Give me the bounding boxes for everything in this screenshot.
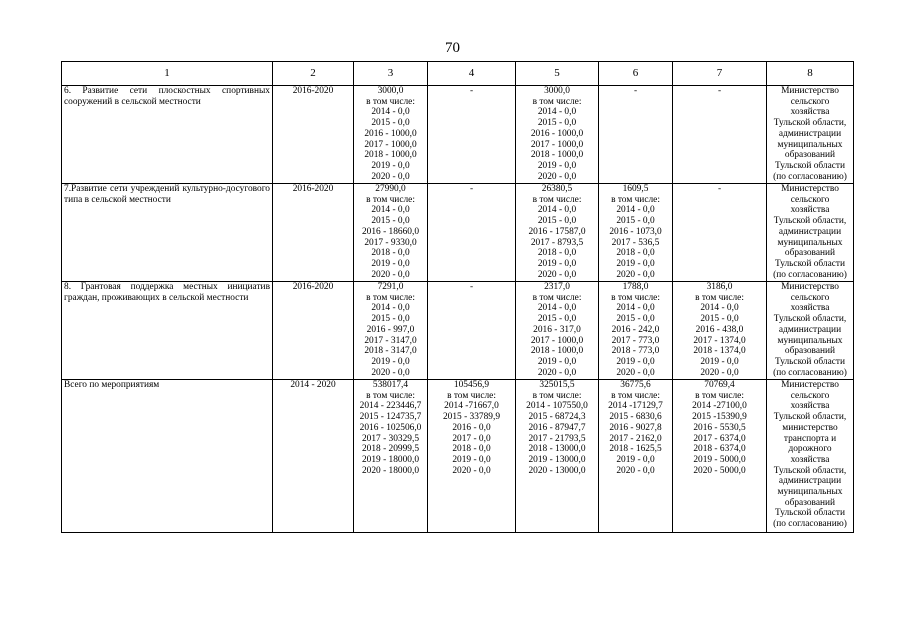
funding-cell [599,184,673,282]
funding-line: в том числе: [366,96,415,107]
funding-line: 3000,0 [544,86,570,96]
funding-line: 2018 - 20999,5 [361,444,420,455]
funding-line: 2015 - 0,0 [700,314,739,325]
funding-line: 2020 - 0,0 [537,171,577,182]
table-row [62,380,854,533]
responsible-line: Тульской области, [773,314,847,325]
funding-line: 2020 - 0,0 [371,367,410,378]
funding-line: 2016 - 18660,0 [361,226,420,237]
responsible-line: хозяйства [790,107,830,118]
funding-line: 2019 - 18000,0 [361,454,420,465]
funding-line: 2016 - 87947,7 [528,422,586,433]
funding-line: в том числе: [611,292,660,303]
measure-name: 7.Развитие сети учреждений культурно-досугового типа в сельской местности [62,184,273,282]
responsible-line: муниципальных [777,335,843,346]
funding-line: - [469,86,474,96]
funding-line: 2016 - 317,0 [533,324,581,335]
responsible-line: транспорта и [783,433,837,444]
header-row [62,62,854,86]
funding-line: 2017 - 1000,0 [530,335,584,346]
responsible-line: Тульской области, [773,118,847,129]
funding-line: 2016 - 1073,0 [609,226,662,237]
funding-line: 2317,0 [544,282,570,292]
funding-cell [354,184,428,282]
funding-line: 2014 - 0,0 [371,107,410,118]
funding-line: 2018 - 1000,0 [530,150,584,161]
funding-line: 2014 - 0,0 [537,303,577,314]
funding-line: 2016 - 997,0 [366,324,415,335]
table-row [62,184,854,282]
funding-cell [516,184,599,282]
funding-line: - [633,86,638,96]
funding-line: 2020 - 0,0 [371,269,410,280]
responsible-line: образований [784,497,836,508]
funding-line: 2015 - 0,0 [616,314,655,325]
measure-name: Всего по мероприятиям [62,380,273,533]
responsible-line: хозяйства [790,401,830,412]
funding-line: 3186,0 [706,282,733,292]
responsible-cell [767,380,854,533]
funding-line: 2014 -71667,0 [444,401,499,412]
funding-line: 2015 - 0,0 [616,216,655,227]
responsible-line: министерство [782,422,838,433]
column-header: 1 [62,62,273,86]
measure-period: 2016-2020 [273,86,354,184]
measure-name: 6. Развитие сети плоскостных спортивных сооружений в сельской местности [62,86,273,184]
responsible-line: Тульской области [774,258,846,269]
funding-line: 2017 - 1374,0 [693,335,746,346]
funding-cell [599,282,673,380]
funding-line: 2018 - 1374,0 [693,346,746,357]
responsible-line: (по согласованию) [773,519,847,530]
funding-line: 2019 - 0,0 [537,258,577,269]
funding-line: в том числе: [366,194,415,205]
funding-line: 1788,0 [622,282,649,292]
funding-line: 2019 - 5000,0 [693,454,746,465]
funding-line: 2014 - 0,0 [371,205,410,216]
funding-line: 2017 - 2162,0 [609,433,662,444]
responsible-cell [767,86,854,184]
funding-line: 2019 - 0,0 [371,356,410,367]
funding-line: 2014 - 107550,0 [526,401,588,412]
funding-line: 2016 - 438,0 [695,324,744,335]
funding-line: 26380,5 [541,184,573,194]
funding-line: 105456,9 [453,380,490,390]
responsible-line: Тульской области [774,160,846,171]
funding-cell [516,86,599,184]
funding-line: 2014 - 0,0 [616,205,655,216]
measure-period: 2014 - 2020 [273,380,354,533]
funding-line: 2014 -17129,7 [608,401,663,412]
funding-cell [428,380,516,533]
funding-line: 2018 - 1625,5 [609,444,662,455]
responsible-line: Министерство [781,380,839,390]
responsible-line: администрации [778,128,842,139]
funding-line: 2014 - 0,0 [537,107,577,118]
measure-name: 8. Грантовая поддержка местных инициатив граждан, проживающих в сельской местности [62,282,273,380]
funding-line: 2015 - 0,0 [371,216,410,227]
funding-line: 2014 - 0,0 [537,205,577,216]
funding-line: 2015 -15390,9 [692,412,747,423]
funding-line: 2015 - 6830,6 [609,412,662,423]
funding-line: 2020 - 0,0 [616,269,655,280]
responsible-line: Тульской области, [773,465,847,476]
funding-line: 2020 - 0,0 [452,465,491,476]
responsible-line: Министерство [781,184,839,194]
funding-line: 2016 - 1000,0 [530,128,584,139]
funding-line: 2017 - 1000,0 [364,139,417,150]
funding-line: 2019 - 0,0 [700,356,739,367]
funding-line: 325015,5 [539,380,575,390]
funding-line: 2015 - 33789,9 [442,412,501,423]
responsible-cell [767,282,854,380]
column-header: 6 [599,62,673,86]
funding-line: в том числе: [611,194,660,205]
funding-line: - [469,282,474,292]
funding-cell [428,184,516,282]
responsible-line: Министерство [781,282,839,292]
responsible-line: администрации [778,476,842,487]
page-number: 70 [445,40,460,56]
funding-line: 2018 - 6374,0 [693,444,746,455]
funding-line: 3000,0 [377,86,404,96]
responsible-line: хозяйства [790,303,830,314]
responsible-line: муниципальных [777,487,843,498]
funding-cell [428,86,516,184]
responsible-line: сельского [790,390,830,401]
column-header: 7 [673,62,767,86]
funding-line: 2016 - 0,0 [452,422,491,433]
funding-line: - [469,184,474,194]
funding-line: 2019 - 0,0 [616,258,655,269]
funding-line: 2016 - 102506,0 [359,422,422,433]
responsible-line: администрации [778,226,842,237]
funding-cell [428,282,516,380]
funding-line: 36775,6 [620,380,651,390]
funding-line: 2019 - 0,0 [371,160,410,171]
funding-line: 2018 - 13000,0 [528,444,586,455]
funding-cell [599,380,673,533]
funding-line: 2015 - 0,0 [537,216,577,227]
funding-line: 2017 - 773,0 [611,335,660,346]
responsible-line: образований [784,346,836,357]
measure-period: 2016-2020 [273,282,354,380]
funding-line: в том числе: [366,390,415,401]
funding-line: в том числе: [532,194,582,205]
funding-line: в том числе: [366,292,415,303]
measures-table [61,61,854,533]
funding-line: 2014 -27100,0 [692,401,747,412]
responsible-line: Министерство [781,86,839,96]
funding-cell [673,380,767,533]
responsible-line: сельского [790,96,830,107]
funding-line: 2017 - 21793,5 [528,433,586,444]
responsible-line: дорожного [788,444,832,455]
responsible-line: администрации [778,324,842,335]
responsible-line: Тульской области, [773,216,847,227]
funding-line: 2014 - 0,0 [371,303,410,314]
funding-line: в том числе: [695,390,744,401]
responsible-line: образований [784,248,836,259]
responsible-line: Тульской области [774,356,846,367]
responsible-line: муниципальных [777,139,843,150]
funding-line: 538017,4 [372,380,409,390]
funding-line: 2017 - 30329,5 [361,433,420,444]
funding-line: - [717,86,722,96]
funding-line: 2019 - 0,0 [452,454,491,465]
funding-line: 2019 - 0,0 [537,160,577,171]
funding-line: 2020 - 0,0 [371,171,410,182]
funding-line: 2019 - 0,0 [616,356,655,367]
funding-line: 2020 - 5000,0 [693,465,746,476]
funding-line: 2017 - 0,0 [452,433,491,444]
responsible-line: хозяйства [790,454,830,465]
table-row [62,282,854,380]
funding-line: 2018 - 0,0 [452,444,491,455]
responsible-line: образований [784,150,836,161]
funding-line: 2016 - 5530,5 [693,422,746,433]
funding-line: в том числе: [695,292,744,303]
funding-cell [599,86,673,184]
funding-line: 2016 - 9027,8 [609,422,662,433]
responsible-line: хозяйства [790,205,830,216]
funding-line: 2017 - 8793,5 [530,237,584,248]
funding-cell [354,282,428,380]
funding-line: 2019 - 13000,0 [528,454,586,465]
funding-line: 2020 - 0,0 [537,367,577,378]
column-header: 2 [273,62,354,86]
table-row [62,86,854,184]
funding-line: в том числе: [611,390,660,401]
funding-line: 2015 - 0,0 [537,314,577,325]
funding-line: 2020 - 0,0 [700,367,739,378]
column-header: 3 [354,62,428,86]
funding-line: 2015 - 0,0 [371,118,410,129]
funding-line: 2015 - 0,0 [537,118,577,129]
funding-line: 2019 - 0,0 [371,258,410,269]
funding-line: 2014 - 223446,7 [359,401,422,412]
funding-line: 2015 - 0,0 [371,314,410,325]
responsible-line: Тульской области [774,508,846,519]
funding-line: 27990,0 [375,184,406,194]
funding-line: в том числе: [447,390,496,401]
funding-line: в том числе: [532,390,582,401]
funding-line: 2018 - 3147,0 [364,346,417,357]
column-header: 8 [767,62,854,86]
funding-line: 2020 - 13000,0 [528,465,586,476]
funding-line: 2016 - 17587,0 [528,226,586,237]
funding-line: 2017 - 1000,0 [530,139,584,150]
funding-line: 2015 - 68724,3 [528,412,586,423]
funding-line: 2014 - 0,0 [700,303,739,314]
funding-line: 2020 - 18000,0 [361,465,420,476]
funding-line: 2020 - 0,0 [616,465,655,476]
funding-line: 70769,4 [704,380,735,390]
responsible-line: (по согласованию) [773,269,847,280]
funding-line: 2017 - 6374,0 [693,433,746,444]
column-header: 4 [428,62,516,86]
funding-cell [354,86,428,184]
responsible-line: сельского [790,292,830,303]
funding-line: 2017 - 9330,0 [364,237,417,248]
funding-cell [673,282,767,380]
funding-line: 2016 - 1000,0 [364,128,417,139]
responsible-line: Тульской области, [773,412,847,423]
funding-line: 2017 - 536,5 [611,237,660,248]
funding-line: 2014 - 0,0 [616,303,655,314]
funding-line: в том числе: [532,292,582,303]
funding-line: 2019 - 0,0 [537,356,577,367]
funding-line: 2018 - 0,0 [537,248,577,259]
responsible-line: муниципальных [777,237,843,248]
responsible-line: (по согласованию) [773,171,847,182]
measure-period: 2016-2020 [273,184,354,282]
funding-line: 2020 - 0,0 [616,367,655,378]
funding-line: 2018 - 1000,0 [364,150,417,161]
funding-cell [673,184,767,282]
funding-cell [673,86,767,184]
funding-line: - [717,184,722,194]
funding-cell [516,282,599,380]
funding-line: 2020 - 0,0 [537,269,577,280]
funding-line: в том числе: [532,96,582,107]
funding-line: 1609,5 [622,184,649,194]
responsible-cell [767,184,854,282]
funding-cell [516,380,599,533]
funding-line: 2019 - 0,0 [616,454,655,465]
funding-line: 2015 - 124735,7 [359,412,422,423]
responsible-line: сельского [790,194,830,205]
funding-line: 2018 - 773,0 [611,346,660,357]
funding-line: 2018 - 0,0 [371,248,410,259]
column-header: 5 [516,62,599,86]
responsible-line: (по согласованию) [773,367,847,378]
funding-line: 7291,0 [377,282,404,292]
funding-line: 2018 - 1000,0 [530,346,584,357]
funding-line: 2016 - 242,0 [611,324,660,335]
funding-line: 2017 - 3147,0 [364,335,417,346]
funding-line: 2018 - 0,0 [616,248,655,259]
funding-cell [354,380,428,533]
